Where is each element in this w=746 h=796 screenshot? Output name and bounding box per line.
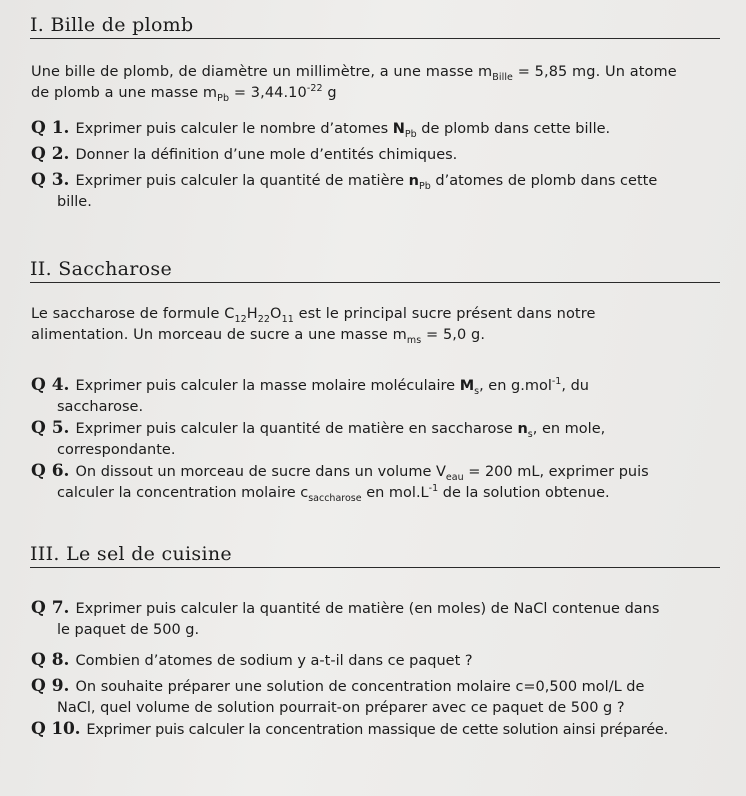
- subscript: Pb: [404, 128, 417, 140]
- question-number: Q 2.: [31, 144, 70, 164]
- question-text: Exprimer puis calculer la concentration massique de cette solution ainsi préparée.: [86, 722, 669, 738]
- question-text: , du: [561, 378, 589, 394]
- superscript: -22: [306, 83, 323, 95]
- question-text: Exprimer puis calculer le nombre d’atomes: [75, 121, 393, 137]
- question-text: On souhaite préparer une solution de concentration molaire c=0,500 mol/L de: [75, 679, 645, 695]
- section-1-title-text: I. Bille de plomb: [30, 14, 194, 36]
- intro-text: est le principal sucre présent dans notre: [293, 306, 596, 322]
- question-number: Q 6.: [31, 461, 70, 481]
- question-1: [31, 118, 731, 140]
- subscript: s: [474, 385, 480, 397]
- question-text: Exprimer puis calculer la masse molaire moléculaire: [75, 378, 460, 394]
- question-5: [31, 418, 731, 461]
- subscript: 12: [234, 313, 247, 325]
- subscript: Bille: [492, 71, 513, 83]
- subscript: 11: [281, 313, 294, 325]
- symbol: n: [517, 421, 528, 437]
- question-3: [31, 170, 731, 213]
- question-text: , en g.mol: [479, 378, 552, 394]
- subscript: 22: [257, 313, 271, 325]
- intro-text: = 3,44.10: [229, 85, 307, 101]
- question-2: [31, 144, 731, 166]
- subscript: s: [527, 428, 533, 440]
- question-text: bille.: [57, 194, 92, 210]
- question-6-line-2: [31, 483, 731, 504]
- section-1-intro: [31, 62, 726, 104]
- question-number: Q 3.: [31, 170, 70, 190]
- question-text: = 200 mL, exprimer puis: [463, 464, 649, 480]
- intro-text: Une bille de plomb, de diamètre un millimètre, a une masse m: [31, 64, 493, 80]
- question-8: [31, 650, 731, 672]
- section-2-title: [30, 258, 720, 283]
- section-1-title: [30, 14, 720, 39]
- subscript: saccharose: [308, 492, 362, 504]
- intro-text: de plomb a une masse m: [31, 85, 218, 101]
- question-text: de la solution obtenue.: [438, 485, 610, 501]
- intro-text: alimentation. Un morceau de sucre a une masse m: [31, 327, 407, 343]
- question-9: [31, 676, 731, 719]
- intro-text: = 5,0 g.: [421, 327, 486, 343]
- question-text: Exprimer puis calculer la quantité de matière (en moles) de NaCl contenue dans: [75, 601, 660, 617]
- question-text: On dissout un morceau de sucre dans un volume V: [75, 464, 446, 480]
- question-text: Exprimer puis calculer la quantité de matière: [75, 173, 409, 189]
- question-text: Exprimer puis calculer la quantité de matière en saccharose: [75, 421, 518, 437]
- question-text: , en mole,: [532, 421, 606, 437]
- question-number: Q 5.: [31, 418, 70, 438]
- question-text: Combien d’atomes de sodium y a-t-il dans ce paquet ?: [75, 653, 473, 669]
- formula-element: H: [246, 306, 258, 322]
- question-text: le paquet de 500 g.: [57, 622, 200, 638]
- symbol: N: [392, 121, 405, 137]
- section-3-title-text: III. Le sel de cuisine: [30, 543, 232, 565]
- superscript: -1: [551, 376, 562, 388]
- superscript: -1: [428, 483, 439, 495]
- question-text: correspondante.: [57, 442, 176, 458]
- question-text: saccharose.: [57, 399, 144, 415]
- question-number: Q 9.: [31, 676, 70, 696]
- formula-element: O: [270, 306, 282, 322]
- symbol: n: [408, 173, 419, 189]
- subscript: Pb: [419, 180, 431, 192]
- subscript: Pb: [217, 92, 230, 104]
- intro-text: Le saccharose de formule C: [31, 306, 235, 322]
- question-text: calculer la concentration molaire c: [57, 485, 309, 501]
- question-4: [31, 375, 731, 418]
- section-3-title: [30, 543, 720, 568]
- section-2-intro: [31, 304, 726, 346]
- question-text: NaCl, quel volume de solution pourrait-on préparer avec ce paquet de 500 g ?: [57, 700, 625, 716]
- question-6: [31, 461, 731, 504]
- question-number: Q 8.: [31, 650, 70, 670]
- question-text: Donner la définition d’une mole d’entités chimiques.: [75, 147, 458, 163]
- question-number: Q 1.: [31, 118, 70, 138]
- intro-text: g: [322, 85, 337, 101]
- question-number: Q 7.: [31, 598, 70, 618]
- question-7: [31, 598, 731, 641]
- question-text: d’atomes de plomb dans cette: [430, 173, 658, 189]
- question-10: [31, 719, 731, 741]
- subscript: eau: [445, 471, 464, 483]
- subscript: ms: [406, 334, 422, 346]
- symbol: M: [459, 378, 475, 394]
- question-number: Q 10.: [31, 719, 81, 739]
- question-text: de plomb dans cette bille.: [416, 121, 611, 137]
- section-2-title-text: II. Saccharose: [30, 258, 172, 280]
- intro-text: = 5,85 mg. Un atome: [513, 64, 677, 80]
- question-text: en mol.L: [361, 485, 429, 501]
- question-number: Q 4.: [31, 375, 70, 395]
